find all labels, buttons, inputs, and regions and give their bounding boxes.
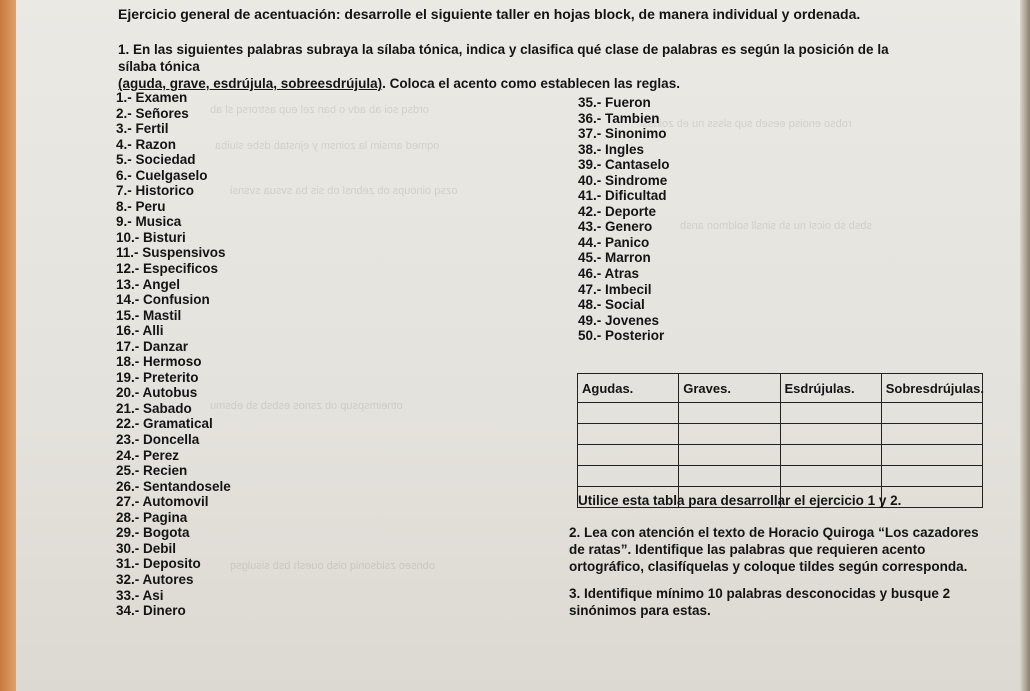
word-item: 12.- Especificos [116,261,219,277]
table-cell [881,445,982,466]
table-row [578,466,983,487]
exercise-2-instruction: 2. Lea con atención el texto de Horacio Quiroga “Los cazadores de ratas”. Identifique las palabras que requieren acento ortográfico, clasifíquelas y coloque tildes según corresponda. [569,525,979,574]
word-item: 23.- Doncella [116,432,200,448]
word-item: 4.- Razon [116,136,177,152]
bleed-through-text: oqmed amsim la zoinsm y ejnstab dsbe sluiba [215,140,440,152]
word-list-left [116,90,231,619]
table-cell [578,466,679,487]
header-esdrujulas: Esdrújulas. [780,374,881,403]
table-row [578,424,983,445]
word-item: 3.- Fertil [116,121,169,137]
classification-table [577,373,983,508]
word-item: 10.- Bisturi [116,229,186,245]
word-item: 18.- Hermoso [116,354,202,370]
word-item: 9.- Musica [116,214,182,230]
word-item: 33.- Asi [116,587,164,603]
table-caption: Utilice esta tabla para desarrollar el ejercicio 1 y 2. [578,493,902,508]
word-item: 42.- Deporte [578,203,657,219]
table-cell [578,403,679,424]
word-item: 6.- Cuelgaselo [116,167,208,183]
word-item: 5.- Sociedad [116,152,196,168]
header-graves: Graves. [679,374,780,403]
word-item: 24.- Perez [116,447,180,463]
table-cell [578,445,679,466]
word-item: 45.- Marron [578,250,651,266]
word-item: 37.- Sinonimo [578,126,667,142]
word-item: 30.- Debil [116,540,177,556]
bleed-through-text: sbsb sb oicsl nu sh sinsll soldmon ansb [680,220,872,232]
word-item: 44.- Panico [578,234,650,250]
word-item: 16.- Alli [116,323,164,339]
word-item: 20.- Autobus [116,385,198,401]
word-item: 27.- Automovil [116,494,209,510]
word-item: 41.- Dificultad [578,188,667,204]
word-item: 14.- Confusion [116,292,210,308]
worksheet-title: Ejercicio general de acentuación: desarrolle el siguiente taller en hojas block, de manera individual y ordenada. [118,6,861,22]
word-item: 34.- Dinero [116,603,186,619]
background-left-edge [0,0,16,691]
word-item: 35.- Fueron [578,95,651,110]
table-cell [679,424,780,445]
table-cell [780,403,881,424]
bleed-through-text: ordsq soi ab adv o ban zel eup astrorsq sl ab [210,104,429,116]
word-item: 15.- Mastil [116,307,182,323]
table-cell [679,445,780,466]
word-item: 31.- Deposito [116,556,201,572]
table-cell [679,403,780,424]
table-cell [881,424,982,445]
word-item: 38.- Ingles [578,141,645,157]
exercise-3-instruction: 3. Identifique mínimo 10 palabras desconocidas y busque 2 sinónimos para estas. [569,586,951,618]
word-item: 49.- Jovenes [578,312,660,328]
table-header-row [578,374,983,403]
table-cell [578,424,679,445]
header-agudas: Agudas. [578,374,679,403]
word-item: 32.- Autores [116,571,194,587]
bleed-through-text: robso enoisq eeseb sup slsss nu eb zoinssl [640,118,852,130]
word-item: 26.- Sentandosele [116,478,231,494]
background-right-edge [1020,0,1030,691]
word-item: 17.- Danzar [116,338,189,354]
word-item: 40.- Sindrome [578,172,668,188]
word-item: 2.- Señores [116,105,189,121]
word-item: 7.- Historico [116,183,195,199]
word-item: 43.- Genero [578,219,653,235]
word-list-right [578,95,670,344]
table-cell [881,466,982,487]
instruction-line-end: . Coloca el acento como establecen las reglas. [382,76,680,91]
word-item: 47.- Imbecil [578,281,652,297]
word-item: 25.- Recien [116,463,188,479]
word-item: 11.- Suspensivos [116,245,226,261]
table-row [578,445,983,466]
table-cell [780,445,881,466]
bleed-through-text: ozsq oinoups ob zebnsl ob sis ba svsua svsnsi [230,185,458,197]
word-item: 22.- Gramatical [116,416,213,432]
table-cell [780,424,881,445]
word-item: 39.- Cantaselo [578,157,670,173]
word-item: 21.- Sabado [116,400,192,416]
word-item: 28.- Pagina [116,509,188,525]
word-item: 8.- Peru [116,198,166,214]
exercise-1-instruction [118,41,918,92]
word-item: 13.- Angel [116,276,181,292]
table-cell [881,403,982,424]
table-cell [780,466,881,487]
header-sobresdrujulas: Sobresdrújulas. [881,374,982,403]
word-item: 46.- Atras [578,266,640,282]
bleed-through-text: obnseo zsidsoniq oisb ouesh bsb sisulgsq [230,560,435,572]
word-item: 36.- Tambien [578,110,660,126]
word-item: 1.- Examen [116,90,188,105]
word-item: 48.- Social [578,297,645,313]
word-item: 29.- Bogota [116,525,190,541]
instruction-line: 1. En las siguientes palabras subraya la sílaba tónica, indica y clasifica qué clase de palabras es según la posición de la sílaba tónica [118,42,889,74]
bleed-through-text: otneimspsup ob zsnos esbsb sb ebsmu [210,400,403,412]
table-cell [679,466,780,487]
word-item: 50.- Posterior [578,328,665,344]
word-type-options: (aguda, grave, esdrújula, sobreesdrújula) [118,76,383,91]
word-item: 19.- Preterito [116,369,199,385]
table-row [578,403,983,424]
